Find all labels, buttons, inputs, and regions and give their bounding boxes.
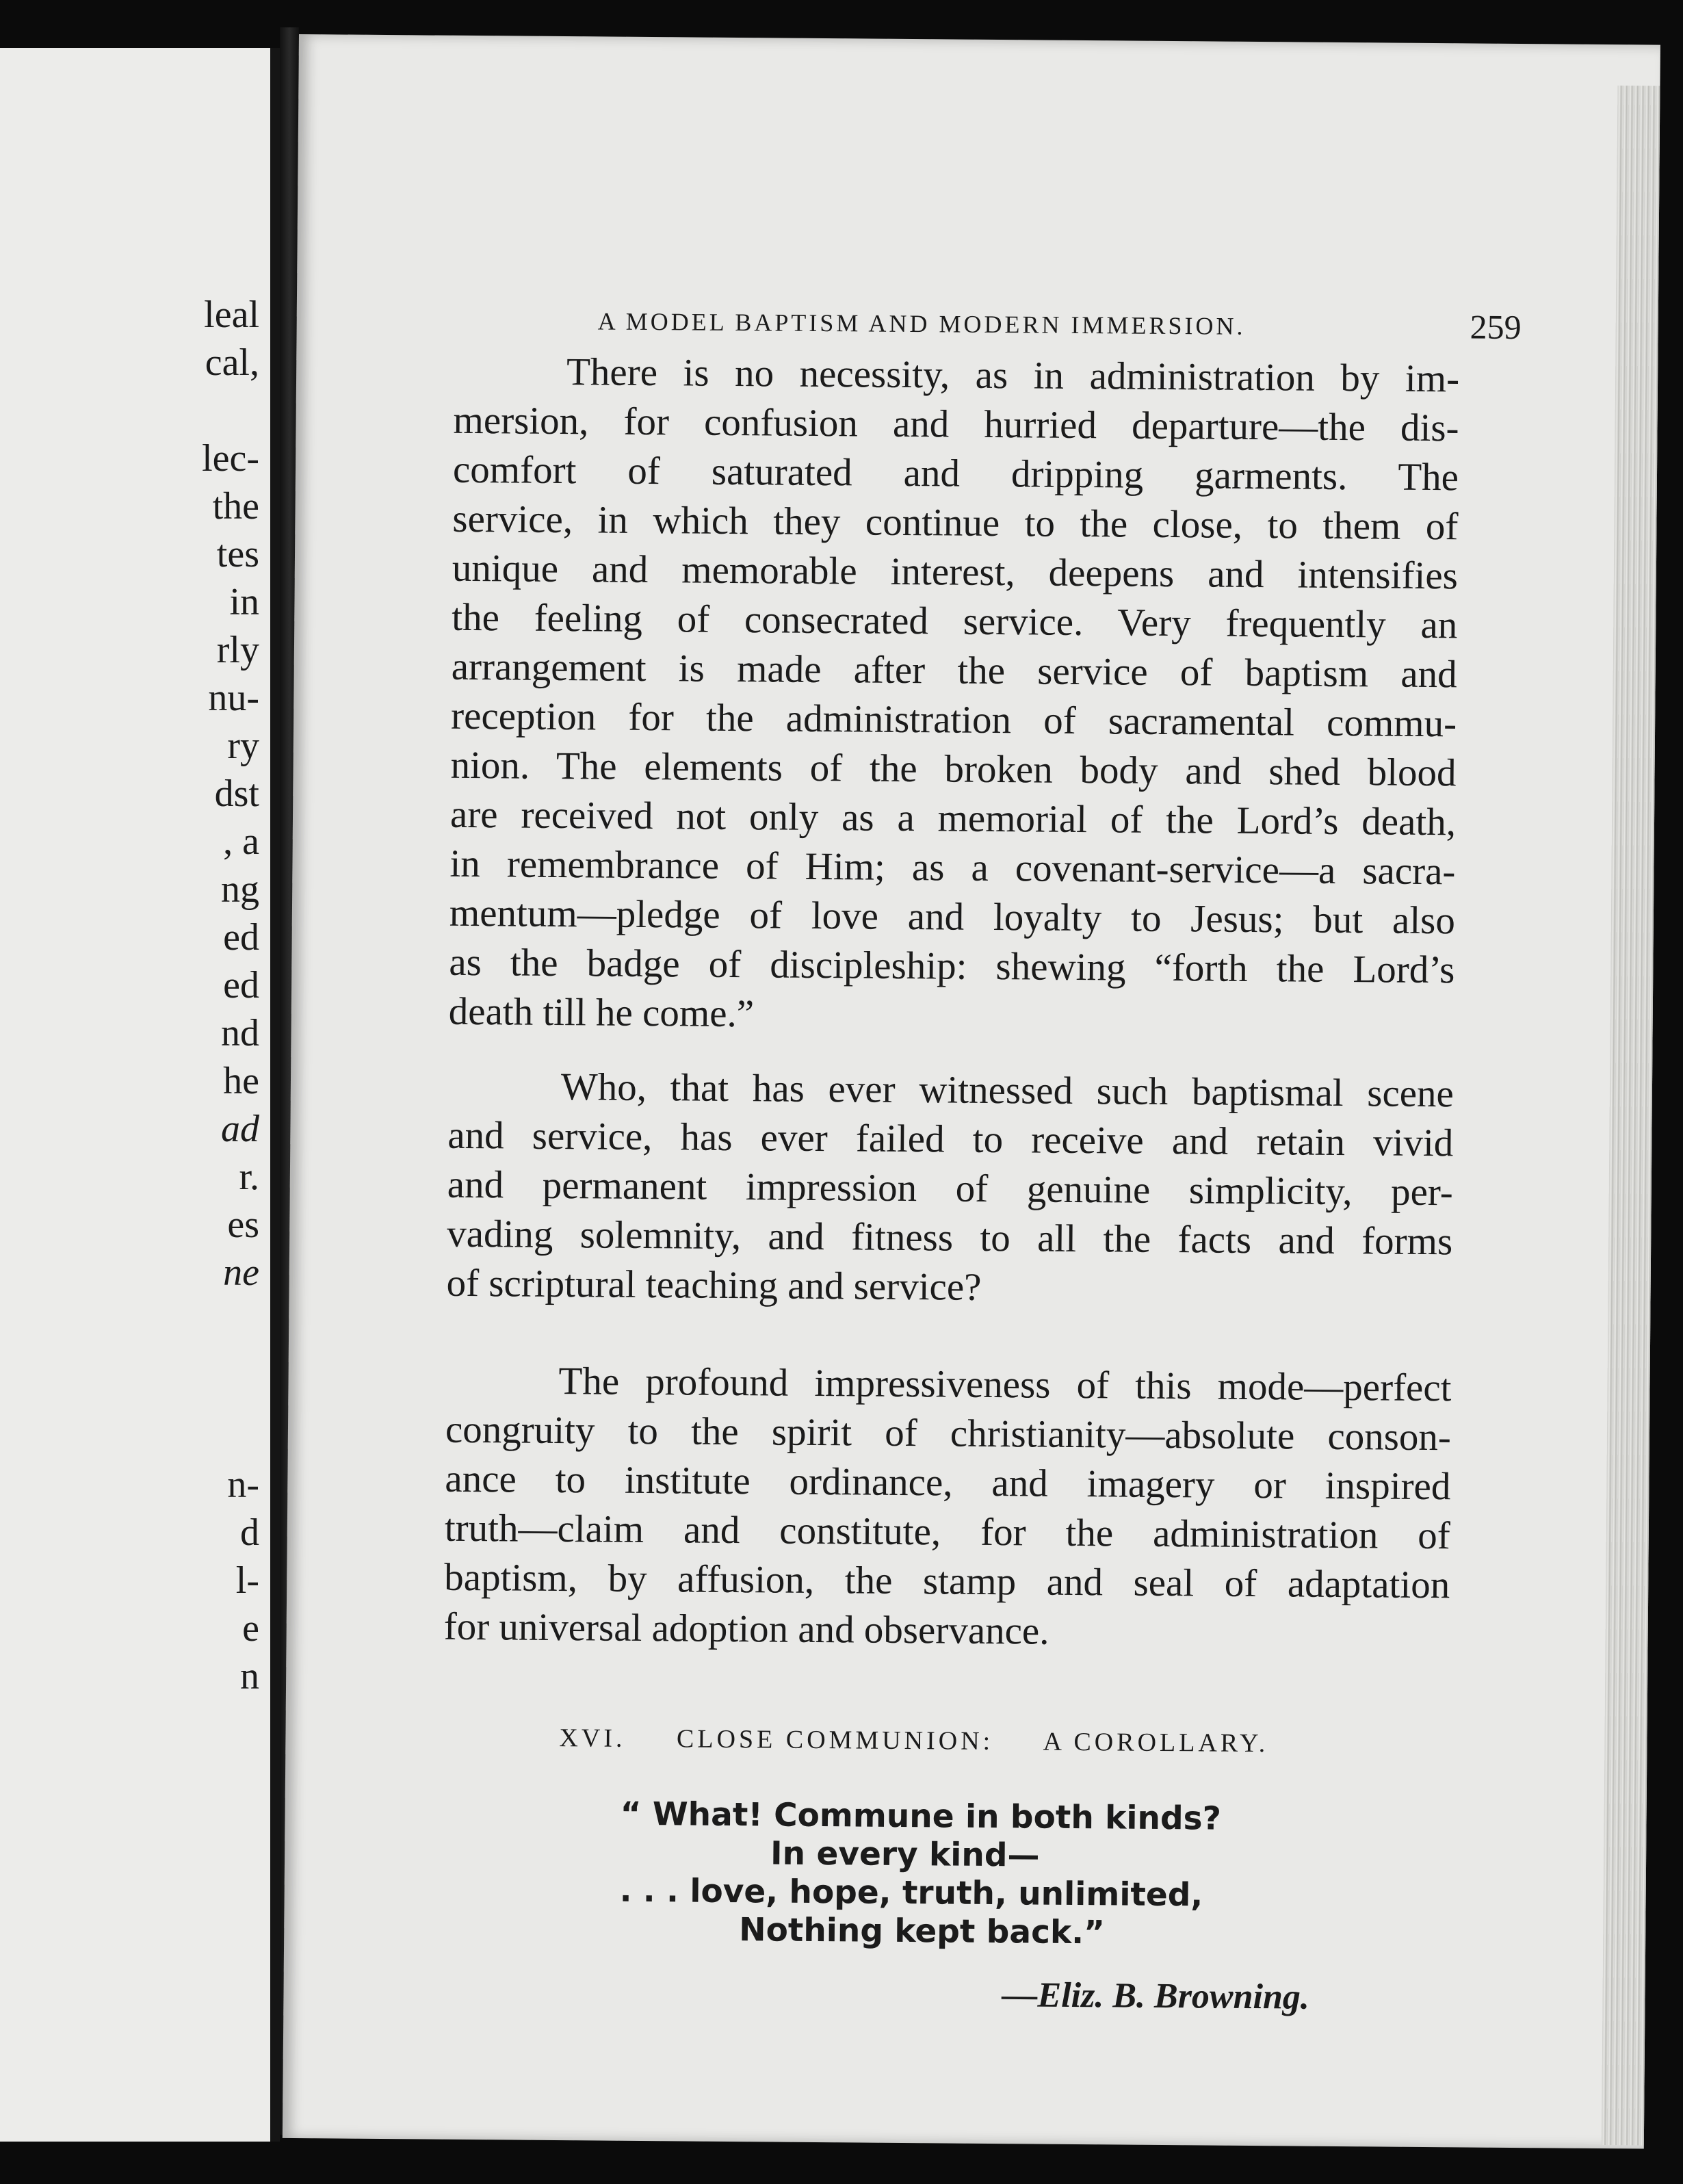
quote-line: “ What! Commune in both kinds? — [620, 1795, 1222, 1838]
text-line: unique and memorable interest, deepens and intensifies — [452, 546, 1459, 598]
left-text-fragment: ry — [227, 725, 259, 767]
text-line: There is no necessity, as in administration by im- — [566, 350, 1460, 401]
running-head: A MODEL BAPTISM AND MODERN IMMERSION. — [597, 307, 1246, 340]
quote-line: Nothing kept back.” — [739, 1911, 1106, 1952]
left-text-fragment: he — [223, 1060, 259, 1102]
text-line: congruity to the spirit of christianity—absolute conson- — [445, 1407, 1452, 1459]
paragraph — [446, 1062, 1454, 1316]
left-text-fragment: l- — [235, 1559, 259, 1602]
left-text-fragment: ne — [223, 1251, 259, 1294]
text-line: reception for the administration of sacramental commu- — [450, 694, 1457, 746]
text-line: ance to institute ordinance, and imagery or inspired — [445, 1457, 1451, 1509]
text-line: of scriptural teaching and service? — [446, 1261, 982, 1309]
text-line: baptism, by affusion, the stamp and seal of adaptation — [444, 1555, 1450, 1607]
left-text-fragment: tes — [216, 533, 259, 575]
quote-attribution: —Eliz. B. Browning. — [1002, 1975, 1310, 2017]
text-line: nion. The elements of the broken body and shed blood — [450, 743, 1457, 795]
page-number: 259 — [1470, 307, 1522, 347]
text-line: are received not only as a memorial of the Lord’s death, — [449, 792, 1457, 844]
left-text-fragment: r. — [239, 1156, 259, 1198]
text-line: service, in which they continue to the close, to them of — [452, 497, 1459, 549]
text-line: in remembrance of Him; as a covenant-service—a sacra- — [449, 842, 1456, 894]
left-text-fragment: e — [242, 1607, 259, 1650]
left-text-fragment: ed — [223, 964, 259, 1006]
book-page — [283, 34, 1660, 2149]
text-line: mersion, for confusion and hurried departure—the dis- — [453, 398, 1459, 450]
text-line: and service, has ever failed to receive and retain vivid — [447, 1113, 1454, 1165]
left-text-fragment: in — [229, 581, 259, 623]
text-line: comfort of saturated and dripping garments. The — [452, 447, 1459, 499]
paragraph — [449, 347, 1460, 1045]
left-text-fragment: , a — [223, 820, 259, 863]
left-text-fragment: the — [212, 485, 259, 528]
left-text-fragment: lec- — [202, 437, 259, 480]
left-text-fragment: d — [240, 1511, 259, 1554]
left-text-fragment: ad — [221, 1108, 259, 1150]
text-line: arrangement is made after the service of baptism and — [451, 645, 1457, 697]
quote-line: In every kind— — [770, 1834, 1040, 1875]
text-line: truth—claim and constitute, for the administration of — [444, 1506, 1451, 1558]
page-edges — [1602, 86, 1660, 2145]
quote-line: . . . love, hope, truth, unlimited, — [619, 1871, 1203, 1914]
text-line: and permanent impression of genuine simplicity, per- — [447, 1162, 1454, 1214]
section-subtitle: A COROLLARY. — [1043, 1727, 1269, 1758]
left-text-fragment: ed — [223, 916, 259, 959]
text-line: Who, that has ever witnessed such baptismal scene — [560, 1065, 1454, 1116]
left-text-fragment: nu- — [208, 677, 259, 719]
left-text-fragment: ng — [221, 868, 259, 911]
section-title: CLOSE COMMUNION: — [676, 1724, 994, 1756]
text-line: mentum—pledge of love and loyalty to Jesus; but also — [449, 891, 1456, 943]
left-text-fragment: rly — [216, 629, 259, 671]
left-text-fragment: cal, — [205, 341, 259, 384]
left-text-fragment: n- — [227, 1464, 259, 1506]
text-line: for universal adoption and observance. — [443, 1604, 1049, 1653]
text-line: the feeling of consecrated service. Very frequently an — [452, 595, 1458, 647]
left-text-fragment: es — [227, 1204, 259, 1246]
left-text-fragment: nd — [221, 1012, 259, 1054]
left-text-fragment: leal — [204, 294, 259, 336]
text-line: vading solemnity, and fitness to all the facts and forms — [446, 1212, 1453, 1264]
left-text-fragment: dst — [214, 772, 259, 815]
left-text-fragment: n — [240, 1655, 259, 1698]
epigraph-quote — [619, 1795, 1221, 1953]
section-numeral: XVI. — [559, 1724, 626, 1753]
text-line: The profound impressiveness of this mode—perfect — [558, 1360, 1452, 1410]
text-line: death till he come.” — [448, 989, 755, 1036]
paragraph — [443, 1356, 1451, 1660]
text-line: as the badge of discipleship: shewing “forth the Lord’s — [449, 940, 1455, 992]
facing-page-fragment — [0, 48, 280, 2142]
section-heading — [559, 1723, 1312, 1759]
